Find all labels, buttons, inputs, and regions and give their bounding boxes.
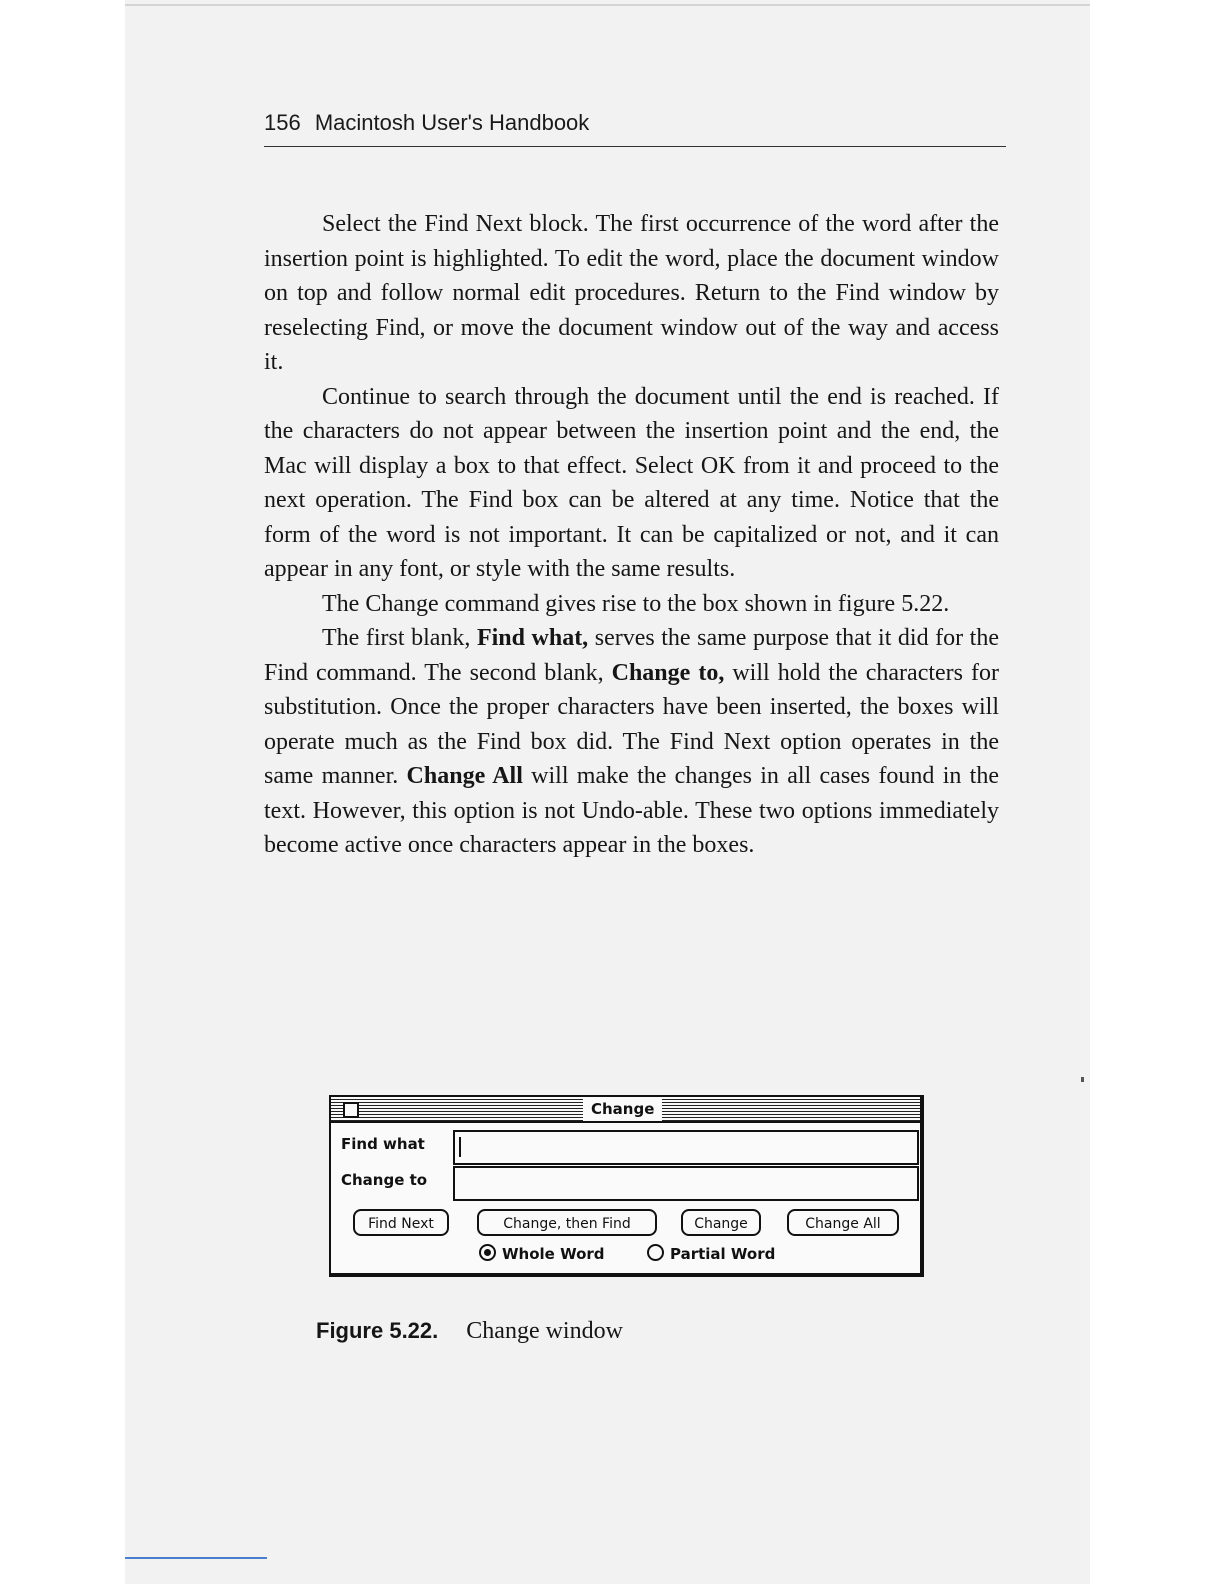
radio-unselected-icon[interactable] bbox=[647, 1244, 664, 1261]
paragraph: Continue to search through the document until the end is reached. If the characters do not appear between the insertion point and the end, the Mac will display a box to that effect. Select OK from it and proceed to the next operation. The Find box can be altered at any time. Notice that the form of the word is not important. It can be capitalized or not, and it can appear in any font, or style with the same results. bbox=[264, 383, 999, 582]
term-change-to: Change to, bbox=[611, 659, 725, 686]
term-change-all: Change All bbox=[406, 763, 523, 789]
body-text bbox=[264, 207, 999, 863]
text-run: The first blank, bbox=[322, 625, 477, 651]
text-run: will hold the characters for substitution. Once the proper characters have been inserted, the boxes will operate much as the Find box did. The Find Next option operates in the same manner. bbox=[264, 659, 1000, 789]
text-run: will make the changes in all cases found in the text. However, this option is not Undo-able. These two options immediately become active once characters appear in the boxes. bbox=[264, 763, 1000, 858]
bottom-scan-mark bbox=[125, 1557, 267, 1559]
term-find-what: Find what, bbox=[476, 625, 589, 651]
change-to-field[interactable] bbox=[453, 1166, 919, 1201]
find-what-label: Find what bbox=[341, 1135, 425, 1153]
find-what-field[interactable] bbox=[453, 1130, 919, 1165]
scan-speck bbox=[1081, 1077, 1084, 1082]
dialog-titlebar[interactable] bbox=[331, 1097, 920, 1123]
change-button[interactable]: Change bbox=[681, 1209, 761, 1236]
radio-selected-icon[interactable] bbox=[479, 1244, 496, 1261]
top-scan-edge bbox=[125, 4, 1090, 6]
change-to-label: Change to bbox=[341, 1171, 428, 1189]
find-next-button[interactable]: Find Next bbox=[353, 1209, 449, 1236]
text-caret bbox=[459, 1137, 461, 1157]
change-then-find-button[interactable]: Change, then Find bbox=[477, 1209, 657, 1236]
change-all-button[interactable]: Change All bbox=[787, 1209, 899, 1236]
dialog-title: Change bbox=[583, 1097, 662, 1121]
figure-title: Change window bbox=[466, 1318, 623, 1344]
partial-word-label: Partial Word bbox=[670, 1245, 776, 1263]
paragraph bbox=[264, 621, 999, 863]
close-box-icon[interactable] bbox=[343, 1102, 359, 1118]
whole-word-label: Whole Word bbox=[502, 1245, 605, 1263]
figure-caption bbox=[316, 1318, 623, 1345]
paragraph: The Change command gives rise to the box shown in figure 5.22. bbox=[322, 590, 950, 617]
figure-number: Figure 5.22. bbox=[316, 1318, 439, 1343]
whole-word-option[interactable] bbox=[479, 1243, 605, 1265]
book-title: Macintosh User's Handbook bbox=[314, 110, 590, 135]
partial-word-option[interactable] bbox=[647, 1243, 775, 1265]
running-header bbox=[264, 110, 1006, 147]
change-dialog bbox=[329, 1095, 924, 1277]
text-run: serves the same purpose that it did for the Find command. The second blank, bbox=[264, 625, 999, 686]
page-number: 156 bbox=[264, 110, 301, 135]
paragraph: Select the Find Next block. The first occurrence of the word after the insertion point is highlighted. To edit the word, place the document window on top and follow normal edit procedures. Return to the Find window by reselecting Find, or move the document window out of the way and access it. bbox=[264, 211, 999, 375]
